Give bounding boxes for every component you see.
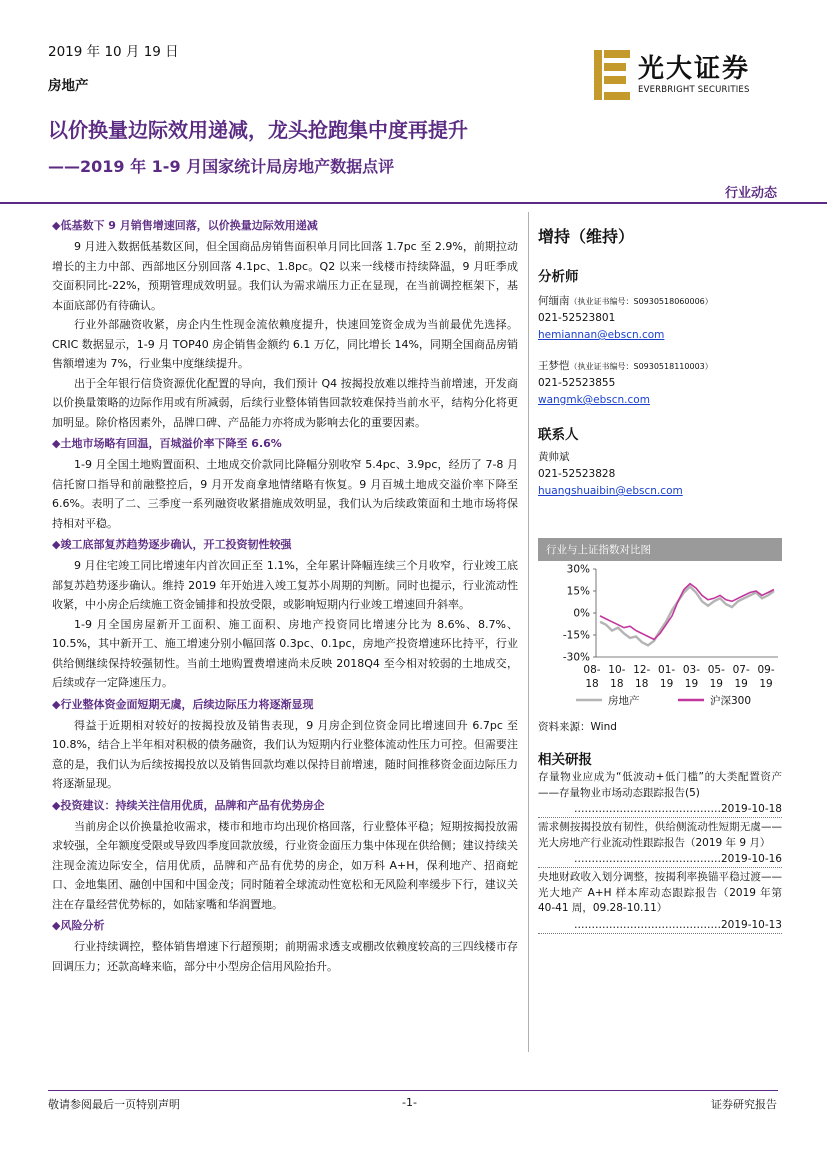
x-tick-label: 05- (707, 664, 725, 676)
section-heading: ◆低基数下 9 月销售增速回落，以价换量边际效用递减 (52, 219, 318, 232)
paragraph: 出于全年银行信贷资源优化配置的导向，我们预计 Q4 按揭投放难以维持当前增速，开发商以价换量策略的边际作用或有所减弱，后续行业整体销售回款较难保持当前水平，结构分化将更加明显。除价格因素外，品牌口碑、产品能力亦将成为影响去化的重要因素。 (52, 376, 518, 429)
rating: 增持（维持） (538, 227, 635, 246)
paragraph: 行业外部融资收紧，房企内生性现金流依赖度提升，快速回笼资金成为当前最优先选择。CRIC 数据显示，1-9 月 TOP40 房企销售金额约 6.1 万亿，同比增长 14%，同期全国商品房销售额增速为 7%，行业集中度继续提升。 (52, 318, 518, 370)
company-logo (592, 48, 782, 102)
report-subtitle: ——2019 年 1-9 月国家统计局房地产数据点评 (48, 157, 395, 176)
section-heading: ◆行业整体资金面短期无虞，后续边际压力将逐渐显现 (52, 697, 314, 711)
x-tick-label: 18 (585, 678, 599, 690)
analyst-2 (538, 358, 782, 409)
footer-divider (48, 1090, 778, 1091)
analyst-phone: 021-52523801 (538, 312, 616, 324)
logo-text-cn: 光大证券 (638, 54, 751, 84)
paragraph: 9 月住宅竣工同比增速年内首次回正至 1.1%，全年累计降幅连续三个月收窄，行业竣工底部复苏趋势逐步确认。维持 2019 年开始进入竣工复苏小周期的判断。同时也提示，行业流动性收紧，中小房企后续施工资金铺排和投放受限，或影响短期内行业竣工增速回升斜率。 (52, 559, 518, 611)
y-tick-label: 0% (573, 607, 590, 620)
x-tick-label: 12- (633, 664, 651, 676)
report-type-tag: 行业动态 (724, 186, 777, 201)
section-4 (52, 697, 518, 794)
analyst-cert: （执业证书编号：S0930518110003） (569, 362, 713, 371)
contact (538, 449, 782, 500)
related-report-link[interactable]: 央地财政收入划分调整，按揭利率换锚平稳过渡——光大地产 A+H 样本库动态跟踪报告（2019 年第 40-41 周，09.28-10.11） (538, 871, 782, 914)
column-divider (528, 212, 529, 1052)
x-tick-label: 19 (684, 678, 699, 690)
series-line-csi300 (600, 584, 774, 640)
analyst-name: 王梦恺 (538, 360, 570, 372)
related-report-link[interactable]: 存量物业应成为“低波动+低门槛”的大类配置资产——存量物业市场动态跟踪报告(5) (538, 771, 782, 799)
y-tick-label: -15% (562, 629, 590, 642)
x-tick-label: 19 (759, 678, 773, 690)
legend-label: 沪深300 (710, 695, 752, 707)
paragraph: 当前房企以价换量抢收需求，楼市和地市均出现价格回落，行业整体平稳；短期按揭投放需求较强，全年额度受限或导致四季度回款放缓，行业资金面压力集中体现在供给侧；建议持续关注现金流边际安全，信用优质，品牌和产品有优势的房企，如万科 A+H，保利地产、招商蛇口、金地集团、融创中国和中国金茂；同时随着全球流动性宽松和无风险利率缓步下行，建议关注在存量经营优势标的，如陆家嘴和华润置地。 (52, 819, 518, 911)
logo-mark-icon (592, 48, 632, 102)
section-6 (52, 918, 518, 976)
section-3 (52, 537, 518, 693)
x-tick-label: 09- (757, 664, 775, 676)
paragraph: 行业持续调控，整体销售增速下行超预期；前期需求透支或棚改依赖度较高的三四线楼市存回调压力；还款高峰来临，部分中小型房企信用风险抬升。 (52, 940, 518, 973)
chart-canvas (538, 561, 782, 711)
chart-title: 行业与上证指数对比图 (538, 538, 782, 561)
related-report-date: ……………………………………2019-10-13 (538, 917, 782, 934)
x-tick-label: 03- (682, 664, 701, 676)
page-number: -1- (402, 1096, 417, 1109)
related-report-date: ……………………………………2019-10-18 (538, 801, 782, 818)
related-report-date: ……………………………………2019-10-16 (538, 851, 782, 868)
header-divider (0, 202, 827, 204)
x-tick-label: 19 (709, 678, 724, 690)
section-2 (52, 436, 518, 533)
paragraph: 1-9 月全国房屋新开工面积、施工面积、房地产投资同比增速分比为 8.6%、8.7%、10.5%，其中新开工、施工增速分别小幅回落 0.3pc、0.1pc，房地产投资增速环比持平，行业供给侧继续保持较强韧性。当前土地购置费增速尚未反映 2018Q4 至今相对较弱的土地成交，后续或存一定降速压力。 (52, 617, 518, 689)
contact-heading: 联系人 (538, 427, 579, 443)
contact-name: 黄帅斌 (538, 451, 570, 463)
section-heading: ◆风险分析 (52, 919, 105, 932)
sidebar (538, 216, 782, 936)
index-chart (538, 538, 782, 734)
footer-disclaimer: 敬请参阅最后一页特别声明 (48, 1098, 180, 1111)
paragraph: 1-9 月全国土地购置面积、土地成交价款同比降幅分别收窄 5.4pc、3.9pc，经历了 7-8 月信托窗口指导和前融整控后，9 月开发商拿地情绪略有恢复。9 月百城土地成交溢价率下降至 6.6%。表明了二、三季度一系列融资收紧措施成效明显，我们认为后续政策面和土地市场将保持相对平稳。 (52, 458, 518, 530)
series-line-real-estate (600, 587, 774, 646)
contact-phone: 021-52523828 (538, 468, 616, 480)
y-tick-label: -30% (562, 651, 590, 664)
analyst-name: 何缅南 (538, 295, 570, 307)
chart-source: 资料来源：Wind (538, 721, 617, 733)
related-heading: 相关研报 (538, 752, 592, 768)
x-tick-label: 18 (635, 678, 649, 690)
analyst-email-link[interactable]: wangmk@ebscn.com (538, 394, 650, 406)
section-heading: ◆土地市场略有回温，百城溢价率下降至 6.6% (52, 437, 282, 450)
analyst-1 (538, 293, 782, 344)
y-tick-label: 30% (566, 563, 590, 576)
x-tick-label: 07- (732, 664, 750, 676)
legend-label: 房地产 (608, 695, 640, 707)
analysts-heading: 分析师 (538, 269, 579, 285)
analyst-phone: 021-52523855 (538, 377, 616, 389)
logo-text-en: EVERBRIGHT SECURITIES (638, 85, 750, 95)
section-heading: ◆投资建议：持续关注信用优质，品牌和产品有优势房企 (52, 798, 325, 812)
report-title: 以价换量边际效用递减，龙头抢跑集中度再提升 (48, 118, 468, 142)
section-1 (52, 218, 518, 432)
main-column (52, 214, 518, 976)
report-date: 2019 年 10 月 19 日 (48, 44, 179, 60)
paragraph: 9 月进入数据低基数区间，但全国商品房销售面积单月同比回落 1.7pc 至 2.9%，前期拉动增长的主力中部、西部地区分别回落 4.1pc、1.8pc。Q2 以来一线楼市持续降温，9 月旺季成交面积同比-22%，预期管理成效明显。我们认为需求端压力正在显现，在当前调控框架下，基本面底部仍有待确认。 (52, 240, 518, 312)
related-reports (538, 770, 782, 934)
x-tick-label: 08- (583, 664, 601, 676)
x-tick-label: 19 (659, 678, 674, 690)
section-5 (52, 798, 518, 915)
x-tick-label: 01- (658, 664, 676, 676)
related-report-link[interactable]: 需求侧按揭投放有韧性，供给侧流动性短期无虞——光大房地产行业流动性跟踪报告（2019 年 9 月） (538, 821, 782, 849)
report-sector: 房地产 (48, 78, 89, 94)
x-tick-label: 19 (734, 678, 748, 690)
x-tick-label: 18 (610, 678, 624, 690)
section-heading: ◆竣工底部复苏趋势逐步确认，开工投资韧性较强 (52, 538, 292, 551)
y-tick-label: 15% (566, 585, 590, 598)
x-tick-label: 10- (608, 664, 626, 676)
analyst-cert: （执业证书编号：S0930518060006） (569, 297, 713, 306)
footer-report-type: 证券研究报告 (711, 1098, 777, 1111)
paragraph: 得益于近期相对较好的按揭投放及销售表现，9 月房企到位资金同比增速回升 6.7pc 至 10.8%，结合上半年相对积极的债务融资，我们认为短期内行业整体流动性压力可控。但需要注意的是，我们认为后续按揭投放以及销售回款均难以保持目前增速，随时间推移资金面边际压力将逐渐显现。 (52, 718, 518, 790)
contact-email-link[interactable]: huangshuaibin@ebscn.com (538, 485, 683, 497)
analyst-email-link[interactable]: hemiannan@ebscn.com (538, 329, 665, 341)
